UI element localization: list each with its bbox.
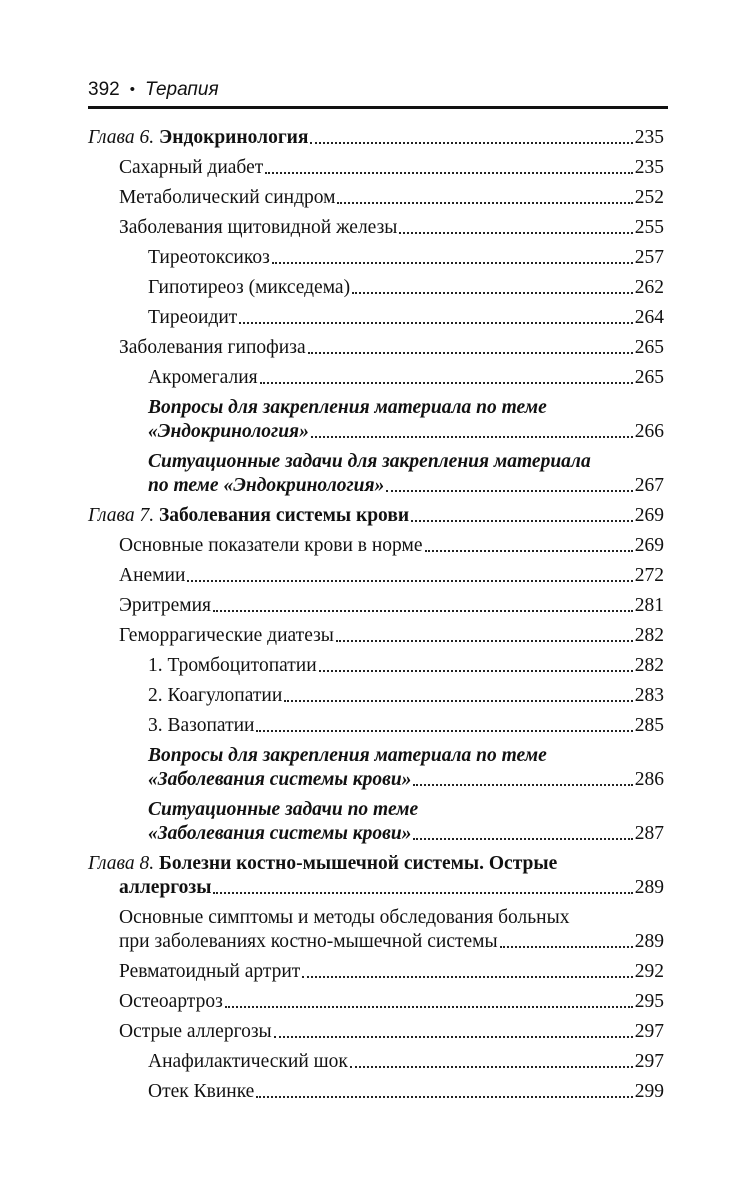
toc-entry-page: 295 xyxy=(634,991,664,1012)
toc-entry[interactable] xyxy=(88,306,664,330)
toc-entry-page: 267 xyxy=(634,475,664,496)
toc-entry-page: 299 xyxy=(634,1081,664,1102)
dot-leader xyxy=(239,322,632,324)
dot-leader xyxy=(272,262,633,264)
toc-entry-title: 1. Тромбоцитопатии xyxy=(148,655,317,676)
toc-entry[interactable] xyxy=(88,564,664,588)
toc-entry-page: 269 xyxy=(634,505,664,526)
toc-entry-title-line-1: Ситуационные задачи по теме xyxy=(148,799,419,820)
toc-entry-title: Анафилактический шок xyxy=(148,1051,348,1072)
toc-entry-page: 255 xyxy=(634,217,664,238)
toc-entry[interactable] xyxy=(88,990,664,1014)
dot-leader xyxy=(399,232,632,234)
toc-entry-page: 257 xyxy=(634,247,664,268)
toc-entry-page: 269 xyxy=(634,535,664,556)
toc-entry-title: Тиреотоксикоз xyxy=(148,247,270,268)
toc-entry-page: 272 xyxy=(634,565,664,586)
toc-entry[interactable] xyxy=(88,906,664,954)
toc-entry-page: 262 xyxy=(634,277,664,298)
dot-leader xyxy=(352,292,633,294)
running-title: Терапия xyxy=(144,79,219,100)
toc-entry-chapter-8[interactable] xyxy=(88,852,664,900)
toc-entry-title: «Заболевания системы крови» xyxy=(148,769,412,790)
toc-entry-chapter-6[interactable] xyxy=(88,126,664,150)
toc-entry-page: 281 xyxy=(634,595,664,616)
toc-entry-page: 252 xyxy=(634,187,664,208)
dot-leader xyxy=(302,976,632,978)
toc-entry-title: Остеоартроз xyxy=(119,991,223,1012)
page-number: 392 xyxy=(88,79,120,100)
dot-leader xyxy=(256,1096,632,1098)
toc-entry-page: 265 xyxy=(634,367,664,388)
dot-leader xyxy=(265,172,632,174)
toc-entry-page: 264 xyxy=(634,307,664,328)
toc-entry[interactable] xyxy=(88,594,664,618)
bullet-separator: • xyxy=(129,81,135,98)
toc-entry[interactable] xyxy=(88,1080,664,1104)
toc-entry-title-line-1: Основные симптомы и методы обследования больных xyxy=(119,907,570,928)
toc-entry-page: 266 xyxy=(634,421,664,442)
toc-entry-title: Метаболический синдром xyxy=(119,187,336,208)
toc-entry[interactable] xyxy=(88,714,664,738)
toc-entry-title-line-1: Вопросы для закрепления материала по теме xyxy=(148,397,547,418)
header-rule xyxy=(88,106,668,109)
toc-entry-page: 282 xyxy=(634,625,664,646)
toc-entry-page: 286 xyxy=(634,769,664,790)
toc-entry-title: Основные показатели крови в норме xyxy=(119,535,423,556)
dot-leader xyxy=(187,580,632,582)
toc-entry[interactable] xyxy=(88,624,664,648)
toc-entry-title: Геморрагические диатезы xyxy=(119,625,334,646)
toc-entry[interactable] xyxy=(88,276,664,300)
toc-entry-title: Акромегалия xyxy=(148,367,258,388)
dot-leader xyxy=(336,640,633,642)
toc-entry-title-line-1: Ситуационные задачи для закрепления материала xyxy=(148,451,591,472)
toc-entry-title: аллергозы xyxy=(119,877,212,898)
dot-leader xyxy=(350,1066,633,1068)
toc-entry-page: 289 xyxy=(634,877,664,898)
toc-entry-title: Анемии xyxy=(119,565,186,586)
toc-entry[interactable] xyxy=(88,186,664,210)
dot-leader xyxy=(260,382,633,384)
toc-entry[interactable] xyxy=(88,156,664,180)
toc-entry-title-line-1: Глава 8. Болезни костно-мышечной системы. Острые xyxy=(88,853,558,874)
dot-leader xyxy=(319,670,633,672)
toc-entry-title: Тиреоидит xyxy=(148,307,238,328)
toc-entry[interactable] xyxy=(88,336,664,360)
toc-entry-title: «Заболевания системы крови» xyxy=(148,823,412,844)
toc-entry-title: Заболевания щитовидной железы xyxy=(119,217,398,238)
toc-entry-page: 297 xyxy=(634,1051,664,1072)
dot-leader xyxy=(425,550,633,552)
toc-entry[interactable] xyxy=(88,1020,664,1044)
toc-entry-page: 235 xyxy=(634,157,664,178)
dot-leader xyxy=(310,142,632,144)
toc-entry-page: 297 xyxy=(634,1021,664,1042)
toc-entry-page: 289 xyxy=(634,931,664,952)
toc-entry-title: по теме «Эндокринология» xyxy=(148,475,385,496)
toc-entry[interactable] xyxy=(88,534,664,558)
toc-entry-page: 282 xyxy=(634,655,664,676)
toc-entry-title: Ревматоидный артрит xyxy=(119,961,301,982)
toc-entry-title: Острые аллергозы xyxy=(119,1021,272,1042)
dot-leader xyxy=(311,436,633,438)
table-of-contents xyxy=(88,120,664,1104)
toc-entry-title: Сахарный диабет xyxy=(119,157,264,178)
toc-entry-title: Глава 7. Заболевания системы крови xyxy=(88,505,410,526)
toc-entry-title: Отек Квинке xyxy=(148,1081,255,1102)
dot-leader xyxy=(500,946,633,948)
toc-entry-title: Гипотиреоз (микседема) xyxy=(148,277,351,298)
toc-entry-title-line-1: Вопросы для закрепления материала по теме xyxy=(148,745,547,766)
running-header xyxy=(88,78,668,102)
toc-entry-page: 287 xyxy=(634,823,664,844)
toc-entry-tasks[interactable] xyxy=(88,798,664,846)
toc-entry-page: 292 xyxy=(634,961,664,982)
dot-leader xyxy=(386,490,632,492)
dot-leader xyxy=(256,730,632,732)
toc-entry-title: «Эндокринология» xyxy=(148,421,309,442)
toc-entry-page: 265 xyxy=(634,337,664,358)
toc-entry-title: Заболевания гипофиза xyxy=(119,337,306,358)
dot-leader xyxy=(308,352,633,354)
toc-entry-title: при заболеваниях костно-мышечной системы xyxy=(119,931,498,952)
toc-entry-title: 2. Коагулопатии xyxy=(148,685,283,706)
toc-entry-page: 285 xyxy=(634,715,664,736)
toc-entry[interactable] xyxy=(88,1050,664,1074)
toc-entry[interactable] xyxy=(88,684,664,708)
toc-entry[interactable] xyxy=(88,246,664,270)
toc-entry[interactable] xyxy=(88,216,664,240)
dot-leader xyxy=(337,202,632,204)
dot-leader xyxy=(413,838,632,840)
dot-leader xyxy=(274,1036,633,1038)
toc-entry-questions[interactable] xyxy=(88,744,664,792)
toc-entry[interactable] xyxy=(88,654,664,678)
dot-leader xyxy=(411,520,633,522)
toc-entry-page: 283 xyxy=(634,685,664,706)
toc-entry-title: Глава 6. Эндокринология xyxy=(88,127,309,148)
toc-entry-chapter-7[interactable] xyxy=(88,504,664,528)
dot-leader xyxy=(213,610,633,612)
dot-leader xyxy=(225,1006,633,1008)
toc-entry[interactable] xyxy=(88,960,664,984)
dot-leader xyxy=(284,700,632,702)
toc-entry[interactable] xyxy=(88,366,664,390)
toc-entry-questions[interactable] xyxy=(88,396,664,444)
dot-leader xyxy=(413,784,632,786)
toc-entry-page: 235 xyxy=(634,127,664,148)
toc-entry-tasks[interactable] xyxy=(88,450,664,498)
toc-entry-title: Эритремия xyxy=(119,595,211,616)
toc-entry-title: 3. Вазопатии xyxy=(148,715,255,736)
dot-leader xyxy=(213,892,632,894)
